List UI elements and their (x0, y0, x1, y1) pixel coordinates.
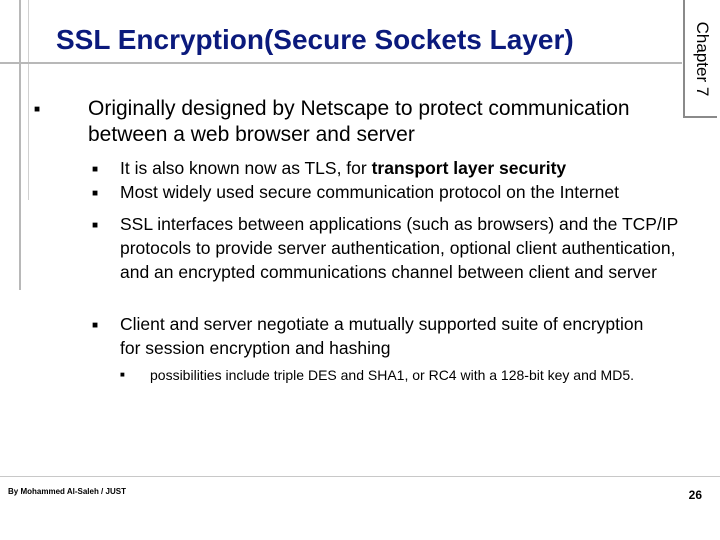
bullet-level3-possibilities: possibilities include triple DES and SHA1, or RC4 with a 128-bit key and MD5. (150, 367, 635, 383)
chapter-label: Chapter 7 (693, 21, 712, 97)
bullet-level2-interfaces: SSL interfaces between applications (such as browsers) and the TCP/IP protocols to provide server authentication, optional client authentication, and an encrypted communications channel between client and server (120, 214, 679, 282)
chapter-box (683, 0, 717, 118)
bullet-text: It is also known now as TLS, for (120, 158, 372, 178)
bullet-level2-tls (120, 156, 700, 180)
decorative-vertical-line-thin (28, 0, 29, 200)
decorative-vertical-line (19, 0, 21, 290)
slide-title: SSL Encryption(Secure Sockets Layer) (56, 24, 574, 55)
bullet-square-icon: ■ (34, 104, 41, 115)
bullet-level2-negotiate: Client and server negotiate a mutually supported suite of encryption for session encryption and hashing (120, 314, 644, 358)
bullet-bold-text: transport layer security (371, 158, 567, 178)
bullet-level2-widely-used: Most widely used secure communication protocol on the Internet (120, 182, 620, 202)
bullet-square-icon: ■ (92, 164, 99, 175)
bullet-square-icon: ■ (92, 188, 99, 199)
bullet-square-icon: ■ (92, 220, 99, 231)
footer-divider (0, 476, 720, 477)
bullet-square-icon: ■ (120, 370, 125, 379)
title-underline (0, 62, 682, 64)
bullet-square-icon: ■ (92, 320, 99, 331)
page-number: 26 (688, 488, 702, 502)
footer-author: By Mohammed Al-Saleh / JUST (8, 487, 126, 496)
bullet-level1: Originally designed by Netscape to protect communication between a web browser and server (88, 97, 630, 146)
